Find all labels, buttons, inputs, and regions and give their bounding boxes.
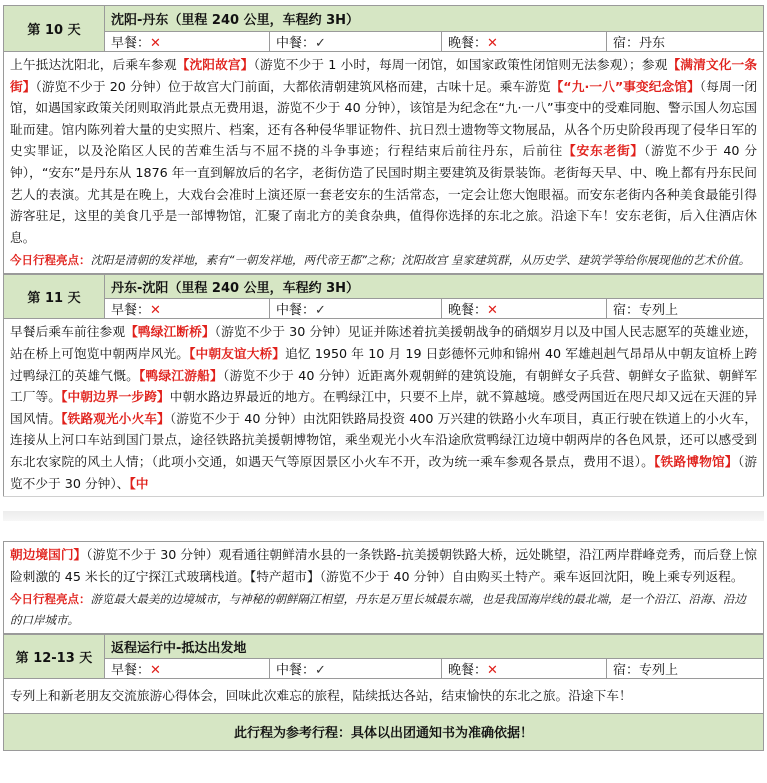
breakfast-cell: 早餐：✕ bbox=[105, 32, 270, 52]
hotel-cell: 宿：专列上 bbox=[607, 299, 764, 319]
route-title: 丹东-沈阳（里程 240 公里，车程约 3H） bbox=[105, 275, 764, 299]
lunch-cell: 中餐：✓ bbox=[270, 659, 442, 679]
dinner-no-icon: ✕ bbox=[487, 36, 498, 51]
breakfast-no-icon: ✕ bbox=[150, 663, 161, 679]
hotel-cell: 宿：丹东 bbox=[607, 32, 764, 52]
dinner-cell: 晚餐：✕ bbox=[442, 299, 607, 319]
day-10-highlight: 今日行程亮点：沈阳是清朝的发祥地，素有“一朝发祥地，两代帝王都”之称；沈阳故宫 皇家建筑群，从历史学、建筑学等给你展现他的艺术价值。 bbox=[4, 250, 764, 274]
lunch-yes-icon: ✓ bbox=[315, 663, 326, 679]
day-label: 第 10 天 bbox=[4, 6, 105, 52]
day-11-table bbox=[3, 274, 764, 496]
breakfast-cell: 早餐：✕ bbox=[105, 659, 270, 679]
itinerary-page bbox=[0, 5, 767, 783]
day-11-description-continued: 朝边境国门】（游览不少于 30 分钟）观看通往朝鲜清水县的一条铁路-抗美援朝铁路大桥，远处眺望，沿江两岸群峰竞秀，而后登上惊险刺激的 45 米长的辽宁探江式玻璃栈道。【特产超市】（游览不少于 40 分钟）自由购买土特产。乘车返回沈阳，晚上乘专列返程。 bbox=[4, 542, 764, 590]
dinner-cell: 晚餐：✕ bbox=[442, 659, 607, 679]
dinner-no-icon: ✕ bbox=[487, 663, 498, 679]
day-11-description: 早餐后乘车前往参观【鸭绿江断桥】（游览不少于 30 分钟）见证并陈述着抗美援朝战争的硝烟岁月以及中国人民志愿军的英雄业迹，站在桥上可饱览中朝两岸风光。【中朝友谊大桥】追忆 1950 年 10 月 19 日彭德怀元帅和锦州 40 军雄赳赳气昂昂从中朝友谊桥上跨过鸭绿江的英雄气慨。【鸭绿江游船】（游览不少于 40 分钟）近距离外观朝鲜的建筑设施，有朝鲜女子兵营、朝鲜女子监狱、朝鲜军工厂等。【中朝边界一步跨】中朝水路边界最近的地方。在鸭绿江中，只要不上岸，就不算越境。感受两国近在咫尺却又远在天涯的异国风情。【铁路观光小火车】（游览不少于 40 分钟）由沈阳铁路局投资 400 万兴建的铁路小火车项目，真正行驶在铁道上的小火车，连接从上河口车站到国门景点，途径铁路抗美援朝博物馆，乘坐观光小火车沿途欣赏鸭绿江边境中朝两岸的各色风景，还可以感受到东北农家院的风土人情；（此项小交通，如遇天气等原因景区小火车不开，改为统一乘车参观各景点，费用不退）。【铁路博物馆】（游览不少于 30 分钟）、【中 bbox=[4, 319, 764, 496]
day-11-highlight: 今日行程亮点：游览最大最美的边境城市，与神秘的朝鲜隔江相望，丹东是万里长城最东端，也是我国海岸线的最北端，是一个沿江、沿海、沿边的口岸城市。 bbox=[4, 589, 764, 634]
lunch-cell: 中餐：✓ bbox=[270, 299, 442, 319]
page-break-shadow bbox=[3, 511, 764, 521]
day-12-13-description: 专列上和新老朋友交流旅游心得体会，回味此次难忘的旅程，陆续抵达各站，结束愉快的东北之旅。沿途下车！ bbox=[4, 679, 764, 714]
day-10-description: 上午抵达沈阳北，后乘车参观【沈阳故宫】（游览不少于 1 小时，每周一闭馆，如国家政策性闭馆则无法参观）；参观【满清文化一条街】（游览不少于 20 分钟）位于故宫大门前面，大都依清朝建筑风格而建，古味十足。乘车游览【“九·一八”事变纪念馆】（每周一闭馆，如遇国家政策关闭则取消此景点无费用退，游览不少于 40 分钟），该馆是为纪念在“九·一八”事变中的受难同胞、警示国人勿忘国耻而建。馆内陈列着大量的史实照片、档案，还有各种侵华罪证物件、抗日烈士遗物等文物展品，从各个历史阶段再现了侵华日军的史实罪证，以及沦陷区人民的苦难生活与不屈不挠的斗争事迹；行程结束后前往丹东，后前往【安东老街】（游览不少于 40 分钟），“安东”是丹东从 1876 年一直到解放后的名字，老街仿造了民国时期主要建筑及街景装饰。老街每天早、中、晚上都有丹东民间艺人的表演。尤其是在晚上，大戏台会准时上演还原一套老安东的生活常态，一定会让您大饱眼福。而安东老街内各种美食最能引得游客驻足，这里的美食几乎是一部博物馆，汇聚了南北方的美食杂典，值得你选择的东北之旅。沿途下车！安东老街，后入住酒店休息。 bbox=[4, 52, 764, 251]
day-12-13-table bbox=[3, 634, 764, 751]
route-title: 返程运行中-抵达出发地 bbox=[105, 635, 764, 659]
lunch-yes-icon: ✓ bbox=[315, 303, 326, 319]
day-11-continued-table bbox=[3, 541, 764, 634]
day-10-table bbox=[3, 5, 764, 274]
page-break bbox=[3, 496, 764, 541]
day-label: 第 11 天 bbox=[4, 275, 105, 319]
itinerary-note: 此行程为参考行程：具体以出团通知书为准确依据！ bbox=[4, 713, 764, 750]
hotel-cell: 宿：专列上 bbox=[607, 659, 764, 679]
breakfast-no-icon: ✕ bbox=[150, 36, 161, 51]
lunch-yes-icon: ✓ bbox=[315, 36, 326, 51]
breakfast-no-icon: ✕ bbox=[150, 303, 161, 319]
route-title: 沈阳-丹东（里程 240 公里，车程约 3H） bbox=[105, 6, 764, 32]
breakfast-cell: 早餐：✕ bbox=[105, 299, 270, 319]
dinner-cell: 晚餐：✕ bbox=[442, 32, 607, 52]
day-label: 第 12-13 天 bbox=[4, 635, 105, 679]
lunch-cell: 中餐：✓ bbox=[270, 32, 442, 52]
dinner-no-icon: ✕ bbox=[487, 303, 498, 319]
